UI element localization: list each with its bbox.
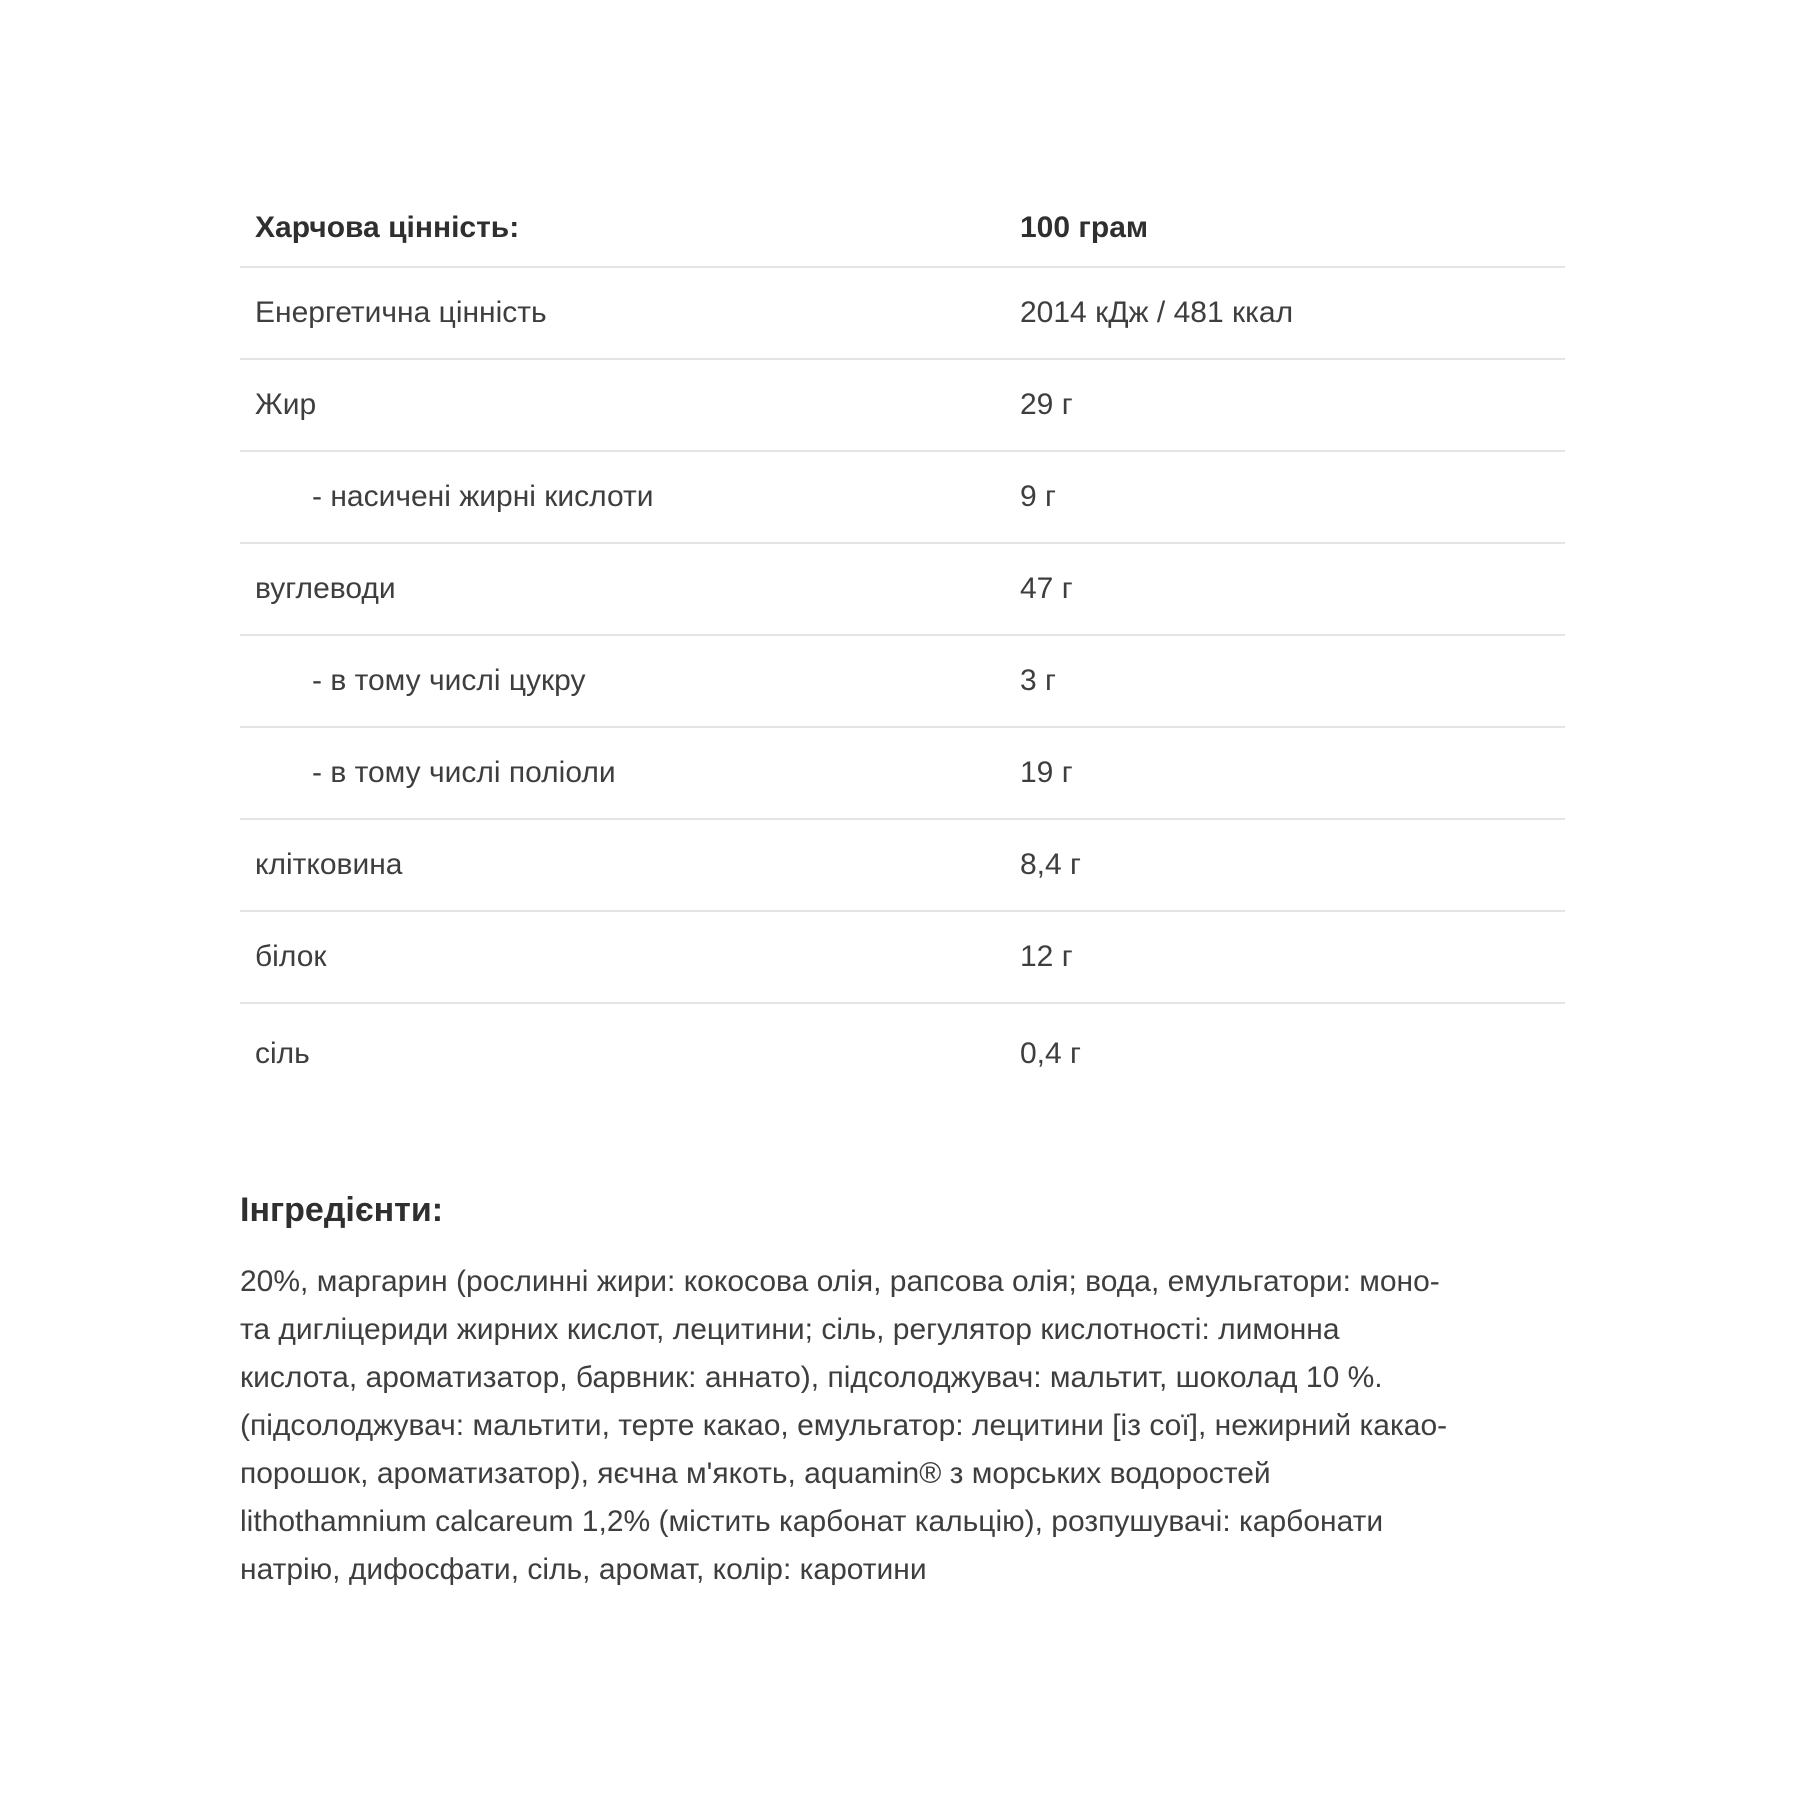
nutrition-label: - в тому числі поліоли <box>312 756 616 789</box>
table-row <box>240 360 1565 452</box>
ingredients-paragraph <box>240 1258 1565 1594</box>
ingredients-heading: Інгредієнти: <box>240 1191 444 1229</box>
table-row <box>240 544 1565 636</box>
nutrition-label: Жир <box>255 388 317 421</box>
nutrition-table <box>240 190 1565 1104</box>
nutrition-value: 9 г <box>1020 480 1056 513</box>
table-row <box>240 636 1565 728</box>
nutrition-value: 0,4 г <box>1020 1037 1081 1070</box>
table-row <box>240 452 1565 544</box>
nutrition-value: 29 г <box>1020 388 1073 421</box>
ingredients-line: порошок, ароматизатор), яєчна м'якоть, aquamin® з морських водоростей <box>240 1457 1271 1490</box>
table-row <box>240 1004 1565 1104</box>
nutrition-value: 8,4 г <box>1020 848 1081 881</box>
nutrition-label: - насичені жирні кислоти <box>312 480 654 513</box>
nutrition-value: 47 г <box>1020 572 1073 605</box>
ingredients-line: кислота, ароматизатор, барвник: аннато), підсолоджувач: мальтит, шоколад 10 %. <box>240 1361 1383 1394</box>
ingredients-line: 20%, маргарин (рослинні жири: кокосова олія, рапсова олія; вода, емульгатори: моно- <box>240 1265 1440 1298</box>
nutrition-label: білок <box>255 940 327 973</box>
nutrition-value: 3 г <box>1020 664 1056 697</box>
nutrition-value: 12 г <box>1020 940 1073 973</box>
nutrition-label: вуглеводи <box>255 572 396 605</box>
nutrition-label: сіль <box>255 1037 310 1070</box>
ingredients-line: lithothamnium calcareum 1,2% (містить карбонат кальцію), розпушувачі: карбонати <box>240 1505 1384 1538</box>
nutrition-label: - в тому числі цукру <box>312 664 586 697</box>
nutrition-facts-section <box>240 190 1565 1594</box>
ingredients-line: (підсолоджувач: мальтити, терте какао, емульгатор: лецитини [із сої], нежирний какао- <box>240 1409 1448 1442</box>
ingredients-section <box>240 1190 1565 1594</box>
ingredients-line: натрію, дифосфати, сіль, аромат, колір: каротини <box>240 1553 927 1586</box>
nutrition-value: 19 г <box>1020 756 1073 789</box>
table-row <box>240 912 1565 1004</box>
table-row <box>240 820 1565 912</box>
nutrition-value: 2014 кДж / 481 ккал <box>1020 296 1294 329</box>
table-row <box>240 268 1565 360</box>
table-header-row <box>240 190 1565 268</box>
nutrition-label: Енергетична цінність <box>255 296 547 329</box>
nutrition-table-title: Харчова цінність: <box>255 211 520 244</box>
table-row <box>240 728 1565 820</box>
serving-size-header: 100 грам <box>1020 211 1149 244</box>
nutrition-label: клітковина <box>255 848 403 881</box>
ingredients-line: та дигліцериди жирних кислот, лецитини; сіль, регулятор кислотності: лимонна <box>240 1313 1340 1346</box>
